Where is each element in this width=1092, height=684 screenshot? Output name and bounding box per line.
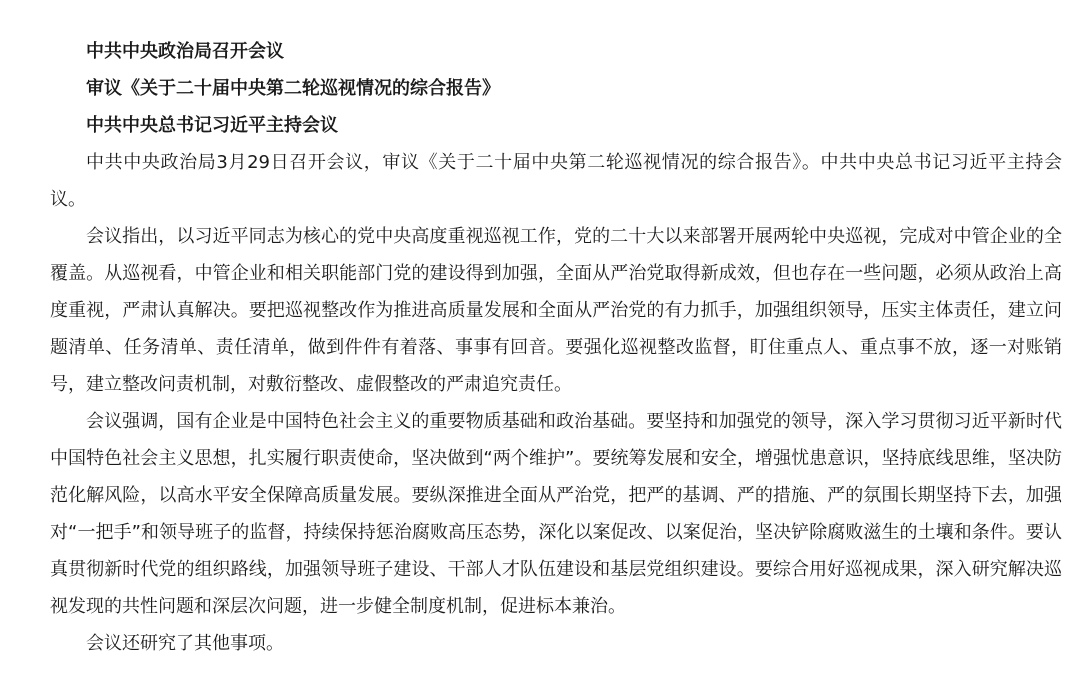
paragraph-meeting-points: 会议指出，以习近平同志为核心的党中央高度重视巡视工作，党的二十大以来部署开展两轮中央巡视，完成对中管企业的全覆盖。从巡视看，中管企业和相关职能部门党的建设得到加强，全面从严治党取得新成效，但也存在一些问题，必须从政治上高度重视，严肃认真解决。要把巡视整改作为推进高质量发展和全面从严治党的有力抓手，加强组织领导，压实主体责任，建立问题清单、任务清单、责任清单，做到件件有着落、事事有回音。要强化巡视整改监督，盯住重点人、重点事不放，逐一对账销号，建立整改问责机制，对敷衍整改、虚假整改的严肃追究责任。 [50, 226, 1062, 395]
headline-host: 中共中央总书记习近平主持会议 [86, 115, 338, 136]
paragraph-intro: 中共中央政治局3月29日召开会议，审议《关于二十届中央第二轮巡视情况的综合报告》。中共中央总书记习近平主持会议。 [50, 152, 1062, 210]
headline-main: 中共中央政治局召开会议 [86, 41, 284, 62]
paragraph-other-matters: 会议还研究了其他事项。 [86, 633, 284, 654]
headline-subtitle: 审议《关于二十届中央第二轮巡视情况的综合报告》 [86, 78, 500, 99]
paragraph-meeting-emphasis: 会议强调，国有企业是中国特色社会主义的重要物质基础和政治基础。要坚持和加强党的领导，深入学习贯彻习近平新时代中国特色社会主义思想，扎实履行职责使命，坚决做到“两个维护”。要统筹发展和安全，增强忧患意识，坚持底线思维，坚决防范化解风险，以高水平安全保障高质量发展。要纵深推进全面从严治党，把严的基调、严的措施、严的氛围长期坚持下去，加强对“一把手”和领导班子的监督，持续保持惩治腐败高压态势，深化以案促改、以案促治，坚决铲除腐败滋生的土壤和条件。要认真贯彻新时代党的组织路线，加强领导班子建设、干部人才队伍建设和基层党组织建设。要综合用好巡视成果，深入研究解决巡视发现的共性问题和深层次问题，进一步健全制度机制，促进标本兼治。 [50, 411, 1062, 617]
